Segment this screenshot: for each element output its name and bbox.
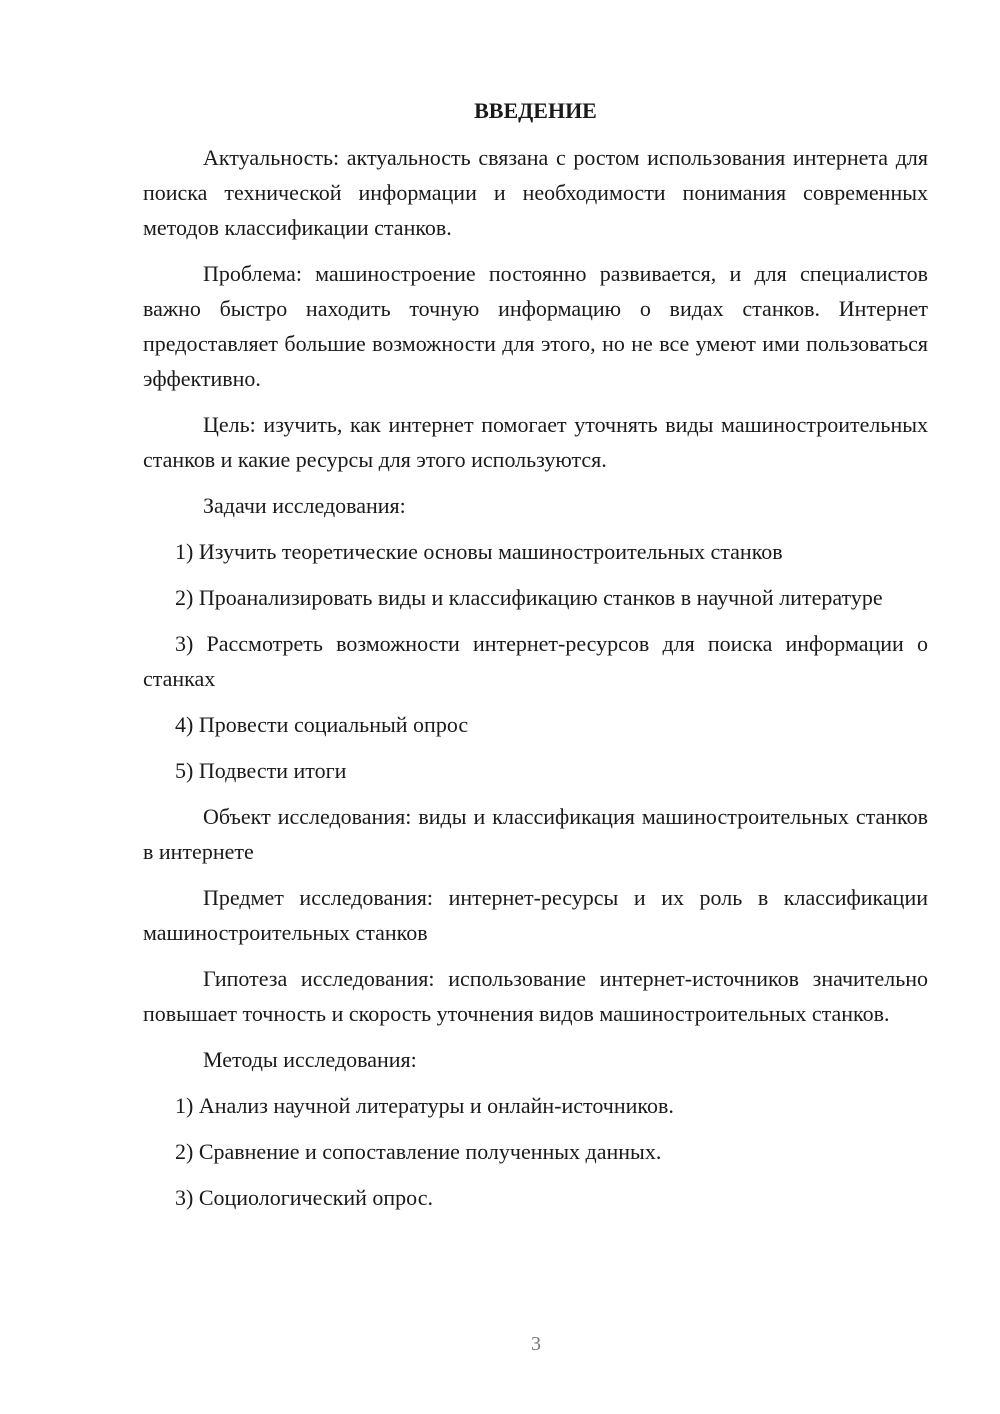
document-page: [143, 94, 928, 1226]
page-number: 3: [531, 1333, 541, 1355]
task-item-1: 1) Изучить теоретические основы машиностроительных станков: [175, 539, 783, 564]
method-item-1: 1) Анализ научной литературы и онлайн-источников.: [175, 1093, 674, 1118]
problem-paragraph: Проблема: машиностроение постоянно развивается, и для специалистов важно быстро находить точную информацию о видах станков. Интернет предоставляет большие возможности для этого, но не все умеют ими пользоваться эффективно.: [143, 261, 928, 391]
hypothesis-paragraph: Гипотеза исследования: использование интернет-источников значительно повышает точность и скорость уточнения видов машиностроительных станков.: [143, 966, 928, 1026]
goal-paragraph: Цель: изучить, как интернет помогает уточнять виды машиностроительных станков и какие ресурсы для этого используются.: [143, 412, 928, 472]
method-item-2: 2) Сравнение и сопоставление полученных данных.: [175, 1139, 662, 1164]
subject-paragraph: Предмет исследования: интернет-ресурсы и их роль в классификации машиностроительных станков: [143, 885, 928, 945]
task-item-5: 5) Подвести итоги: [175, 758, 347, 783]
object-paragraph: Объект исследования: виды и классификация машиностроительных станков в интернете: [143, 804, 928, 864]
tasks-heading: Задачи исследования:: [203, 493, 406, 518]
document-title: ВВЕДЕНИЕ: [474, 98, 597, 123]
methods-heading: Методы исследования:: [203, 1047, 417, 1072]
relevance-paragraph: Актуальность: актуальность связана с ростом использования интернета для поиска технической информации и необходимости понимания современных методов классификации станков.: [143, 145, 928, 240]
task-item-3: 3) Рассмотреть возможности интернет-ресурсов для поиска информации о станках: [143, 631, 928, 691]
task-item-4: 4) Провести социальный опрос: [175, 712, 469, 737]
method-item-3: 3) Социологический опрос.: [175, 1185, 433, 1210]
task-item-2: 2) Проанализировать виды и классификацию станков в научной литературе: [175, 585, 883, 610]
